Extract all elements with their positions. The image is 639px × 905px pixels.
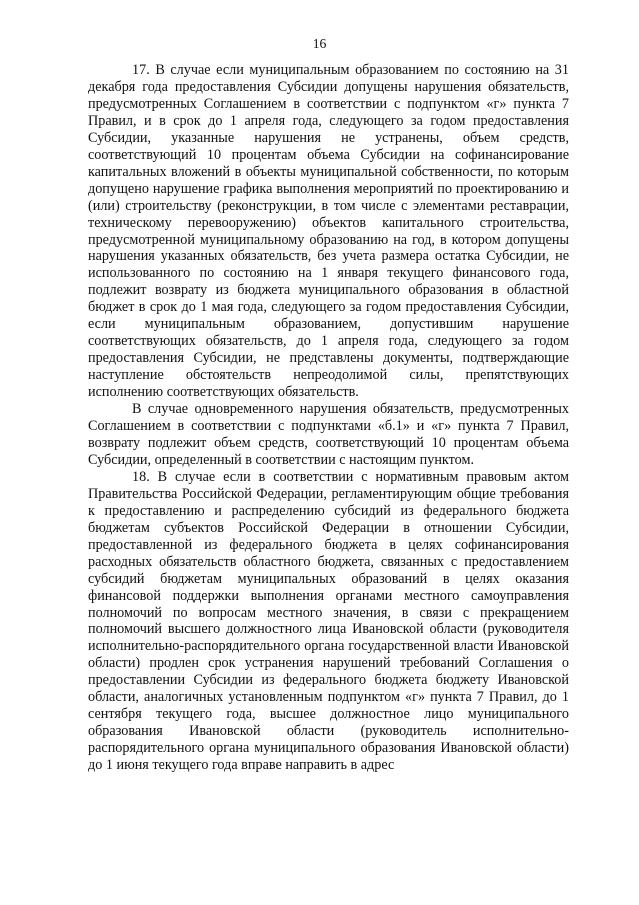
page-number: 16 [312, 36, 327, 51]
document-body [88, 62, 569, 774]
paragraph-18: 18. В случае если в соответствии с нормативным правовым актом Правительства Российской Федерации, регламентирующим общие требования к предоставлению и распределению субсидий из федерального бюджета бюджетам субъектов Российской Федерации в отношении Субсидии, предоставленной из федерального бюджета в целях софинансирования расходных обязательств областного бюджета, связанных с предоставлением субсидий бюджетам муниципальных образований в целях оказания финансовой поддержки выполнения органами местного самоуправления полномочий по вопросам местного значения, в связи с прекращением полномочий высшего должностного лица Ивановской области (руководителя исполнительно-распорядительного органа государственной власти Ивановской области) продлен срок устранения нарушений требований Соглашения о предоставлении Субсидии из федерального бюджета бюджету Ивановской области, аналогичных установленным подпунктом «г» пункта 7 Правил, до 1 сентября текущего года, высшее должностное лицо муниципального образования Ивановской области (руководитель исполнительно-распорядительного органа муниципального образования Ивановской области) до 1 июня текущего года вправе направить в адрес [88, 468, 569, 774]
paragraph-17-simultaneous-violation: В случае одновременного нарушения обязательств, предусмотренных Соглашением в соответствии с подпунктами «б.1» и «г» пункта 7 Правил, возврату подлежит объем средств, соответствующий 10 процентам объема Субсидии, определенный в соответствии с настоящим пунктом. [88, 401, 569, 468]
paragraph-17: 17. В случае если муниципальным образованием по состоянию на 31 декабря года предоставления Субсидии допущены нарушения обязательств, предусмотренных Соглашением в соответствии с подпунктом «г» пункта 7 Правил, и в срок до 1 апреля года, следующего за годом предоставления Субсидии, указанные нарушения не устранены, объем средств, соответствующий 10 процентам объема Субсидии на софинансирование капитальных вложений в объекты муниципальной собственности, по которым допущено нарушение графика выполнения мероприятий по проектированию и (или) строительству (реконструкции, в том числе с элементами реставрации, техническому перевооружению) объектов капитального строительства, предусмотренной муниципальному образованию на год, в котором допущены нарушения указанных обязательств, без учета размера остатка Субсидии, не использованного по состоянию на 1 января текущего финансового года, подлежит возврату из бюджета муниципального образования в областной бюджет в срок до 1 мая года, следующего за годом предоставления Субсидии, если муниципальным образованием, допустившим нарушение соответствующих обязательств, до 1 апреля года, следующего за годом предоставления Субсидии, не представлены документы, подтверждающие наступление обстоятельств непреодолимой силы, препятствующих исполнению соответствующих обязательств. [88, 62, 569, 401]
